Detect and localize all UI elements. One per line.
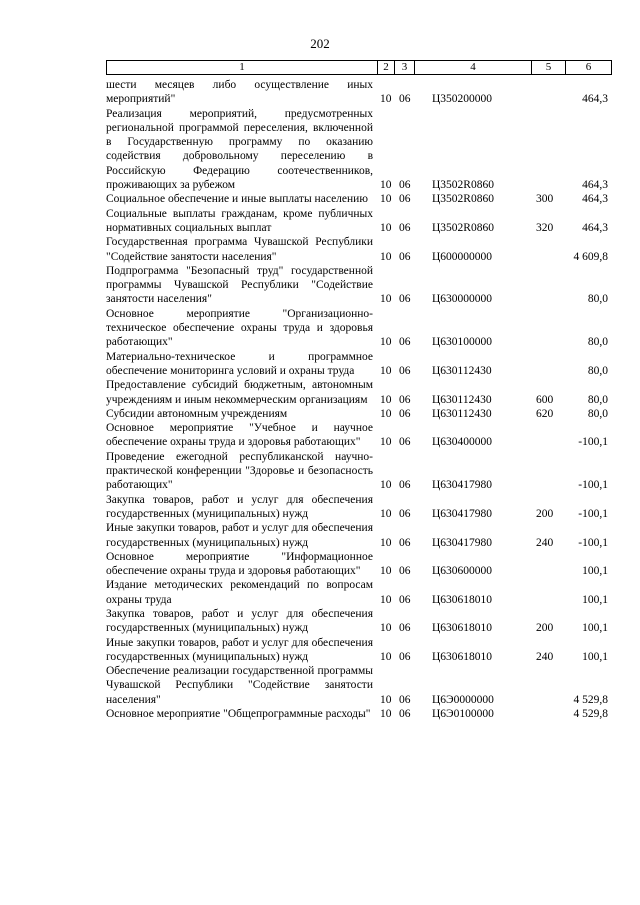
row-amount: 4 609,8 [573, 250, 608, 263]
row-subsection: 06 [399, 250, 411, 263]
row-target-code: Ц630112430 [432, 407, 492, 420]
row-target-code: Ц630112430 [432, 364, 492, 377]
row-name: Основное мероприятие "Учебное и научное обеспечение охраны труда и здоровья работающих" [106, 422, 373, 449]
row-subsection: 06 [399, 93, 411, 106]
row-expense-type: 300 [536, 193, 554, 206]
row-amount: 100,1 [582, 650, 608, 663]
row-target-code: Ц630112430 [432, 393, 492, 406]
row-name: Основное мероприятие "Информационное обеспечение охраны труда и здоровья работающих" [106, 550, 373, 578]
row-subsection: 06 [399, 650, 411, 663]
row-name: Материально-техническое и программное обеспечение мониторинга условий и охраны труда [106, 350, 373, 377]
row-name: Обеспечение реализации государственной программы Чувашской Республики "Содействие занятости населения" [106, 665, 373, 706]
row-expense-type: 620 [536, 407, 554, 420]
row-expense-type: 200 [536, 507, 554, 520]
header-col-3: 3 [395, 61, 415, 74]
header-col-1: 1 [107, 61, 378, 74]
row-subsection: 06 [399, 622, 411, 635]
row-section: 10 [380, 221, 392, 234]
row-name: Закупка товаров, работ и услуг для обеспечения государственных (муниципальных) нужд [106, 607, 373, 635]
row-name: Субсидии автономным учреждениям [106, 407, 288, 420]
table-row [106, 578, 612, 607]
row-section: 10 [380, 593, 392, 606]
row-section: 10 [380, 536, 392, 549]
row-subsection: 06 [399, 693, 411, 706]
row-subsection: 06 [399, 708, 411, 721]
row-target-code: Ц630000000 [432, 293, 493, 306]
table-row [106, 493, 612, 522]
row-section: 10 [380, 193, 392, 206]
row-target-code: Ц630618010 [432, 650, 493, 663]
row-amount: 80,0 [587, 393, 608, 406]
table-row [106, 664, 612, 707]
table-row [106, 264, 612, 307]
table-row [106, 235, 612, 264]
table-row [106, 521, 612, 550]
row-name: Реализация мероприятий, предусмотренных региональной программой переселения, включенной в Государственную программу по оказанию содействия добровольному переселению в Российскую Федерацию соотечественников, проживающих за рубежом [106, 107, 373, 192]
table-row [106, 350, 612, 379]
row-name: Издание методических рекомендаций по вопросам охраны труда [106, 579, 373, 606]
row-name: Предоставление субсидий бюджетным, автономным учреждениям и иным некоммерческим организациям [106, 379, 373, 406]
row-name: Иные закупки товаров, работ и услуг для обеспечения государственных (муниципальных) нужд [106, 522, 373, 549]
row-section: 10 [380, 650, 392, 663]
row-amount: 4 529,8 [573, 693, 608, 706]
row-subsection: 06 [399, 436, 411, 449]
row-name: Социальное обеспечение и иные выплаты населению [106, 193, 368, 206]
row-subsection: 06 [399, 565, 411, 578]
row-expense-type: 600 [536, 393, 554, 406]
row-target-code: Ц3502R0860 [432, 221, 494, 234]
row-name: шести месяцев либо осуществление иных мероприятий" [106, 79, 373, 106]
header-col-2: 2 [378, 61, 395, 74]
table-row [106, 78, 612, 107]
row-expense-type: 200 [536, 622, 554, 635]
row-section: 10 [380, 407, 392, 420]
row-subsection: 06 [399, 193, 411, 206]
header-col-4: 4 [415, 61, 532, 74]
row-target-code: Ц630417980 [432, 507, 493, 520]
table-header [106, 60, 612, 75]
row-name: Основное мероприятие "Организационно-техническое обеспечение охраны труда и здоровья работающих" [106, 307, 373, 349]
table-row [106, 207, 612, 236]
row-name: Государственная программа Чувашской Республики "Содействие занятости населения" [106, 236, 373, 263]
row-amount: 4 529,8 [573, 708, 608, 721]
row-section: 10 [380, 565, 392, 578]
row-target-code: Ц3502R0860 [432, 193, 494, 206]
row-amount: 80,0 [587, 407, 608, 420]
row-target-code: Ц350200000 [432, 93, 493, 106]
row-subsection: 06 [399, 507, 411, 520]
row-target-code: Ц600000000 [432, 250, 493, 263]
row-subsection: 06 [399, 593, 411, 606]
row-amount: 80,0 [587, 293, 608, 306]
row-section: 10 [380, 693, 392, 706]
row-target-code: Ц630417980 [432, 536, 493, 549]
row-target-code: Ц6Э0100000 [432, 708, 494, 721]
row-section: 10 [380, 622, 392, 635]
row-name: Закупка товаров, работ и услуг для обеспечения государственных (муниципальных) нужд [106, 493, 373, 520]
header-col-6: 6 [585, 61, 592, 73]
table-row [106, 636, 612, 665]
row-section: 10 [380, 364, 392, 377]
row-subsection: 06 [399, 536, 411, 549]
row-subsection: 06 [399, 336, 411, 349]
table-row [106, 192, 612, 206]
table-row [106, 707, 612, 721]
row-amount: 464,3 [582, 221, 608, 234]
row-amount: -100,1 [578, 536, 608, 549]
row-amount: 100,1 [582, 565, 608, 578]
row-expense-type: 320 [536, 221, 554, 234]
row-amount: 100,1 [582, 622, 608, 635]
row-subsection: 06 [399, 364, 411, 377]
table-row [106, 307, 612, 350]
row-target-code: Ц6Э0000000 [432, 693, 494, 706]
row-target-code: Ц630417980 [432, 479, 493, 492]
row-subsection: 06 [399, 393, 411, 406]
row-amount: -100,1 [578, 479, 608, 492]
row-target-code: Ц630600000 [432, 565, 493, 578]
row-name: Подпрограмма "Безопасный труд" государственной программы Чувашской Республики "Содействие занятости населения" [106, 264, 373, 306]
row-amount: 464,3 [582, 179, 608, 192]
row-expense-type: 240 [536, 536, 554, 549]
table-row [106, 450, 612, 493]
row-name: Основное мероприятие "Общепрограммные расходы" [106, 708, 371, 721]
row-target-code: Ц3502R0860 [432, 179, 494, 192]
row-subsection: 06 [399, 179, 411, 192]
row-section: 10 [380, 250, 392, 263]
row-target-code: Ц630100000 [432, 336, 493, 349]
row-subsection: 06 [399, 293, 411, 306]
table-row [106, 550, 612, 579]
row-section: 10 [380, 293, 392, 306]
row-target-code: Ц630618010 [432, 622, 493, 635]
row-name: Проведение ежегодной республиканской научно-практической конференции "Здоровье и безопасность работающих" [106, 450, 373, 492]
table-row [106, 407, 612, 421]
row-target-code: Ц630400000 [432, 436, 493, 449]
row-section: 10 [380, 93, 392, 106]
row-amount: 464,3 [582, 193, 608, 206]
row-section: 10 [380, 393, 392, 406]
header-col-5: 5 [532, 61, 566, 74]
row-subsection: 06 [399, 407, 411, 420]
table-body [106, 78, 612, 721]
row-section: 10 [380, 507, 392, 520]
row-section: 10 [380, 436, 392, 449]
row-amount: 80,0 [587, 364, 608, 377]
table-row [106, 607, 612, 636]
row-subsection: 06 [399, 479, 411, 492]
row-amount: 100,1 [582, 593, 608, 606]
row-name: Иные закупки товаров, работ и услуг для обеспечения государственных (муниципальных) нужд [106, 636, 373, 663]
row-amount: -100,1 [578, 507, 608, 520]
row-section: 10 [380, 179, 392, 192]
row-subsection: 06 [399, 221, 411, 234]
row-section: 10 [380, 336, 392, 349]
table-row [106, 378, 612, 407]
row-amount: 464,3 [582, 93, 608, 106]
table-row [106, 421, 612, 450]
table-row [106, 107, 612, 193]
row-target-code: Ц630618010 [432, 593, 493, 606]
page-number: 202 [310, 36, 330, 51]
row-section: 10 [380, 479, 392, 492]
row-name: Социальные выплаты гражданам, кроме публичных нормативных социальных выплат [106, 207, 373, 234]
row-amount: -100,1 [578, 436, 608, 449]
row-amount: 80,0 [587, 336, 608, 349]
row-expense-type: 240 [536, 650, 554, 663]
row-section: 10 [380, 708, 392, 721]
